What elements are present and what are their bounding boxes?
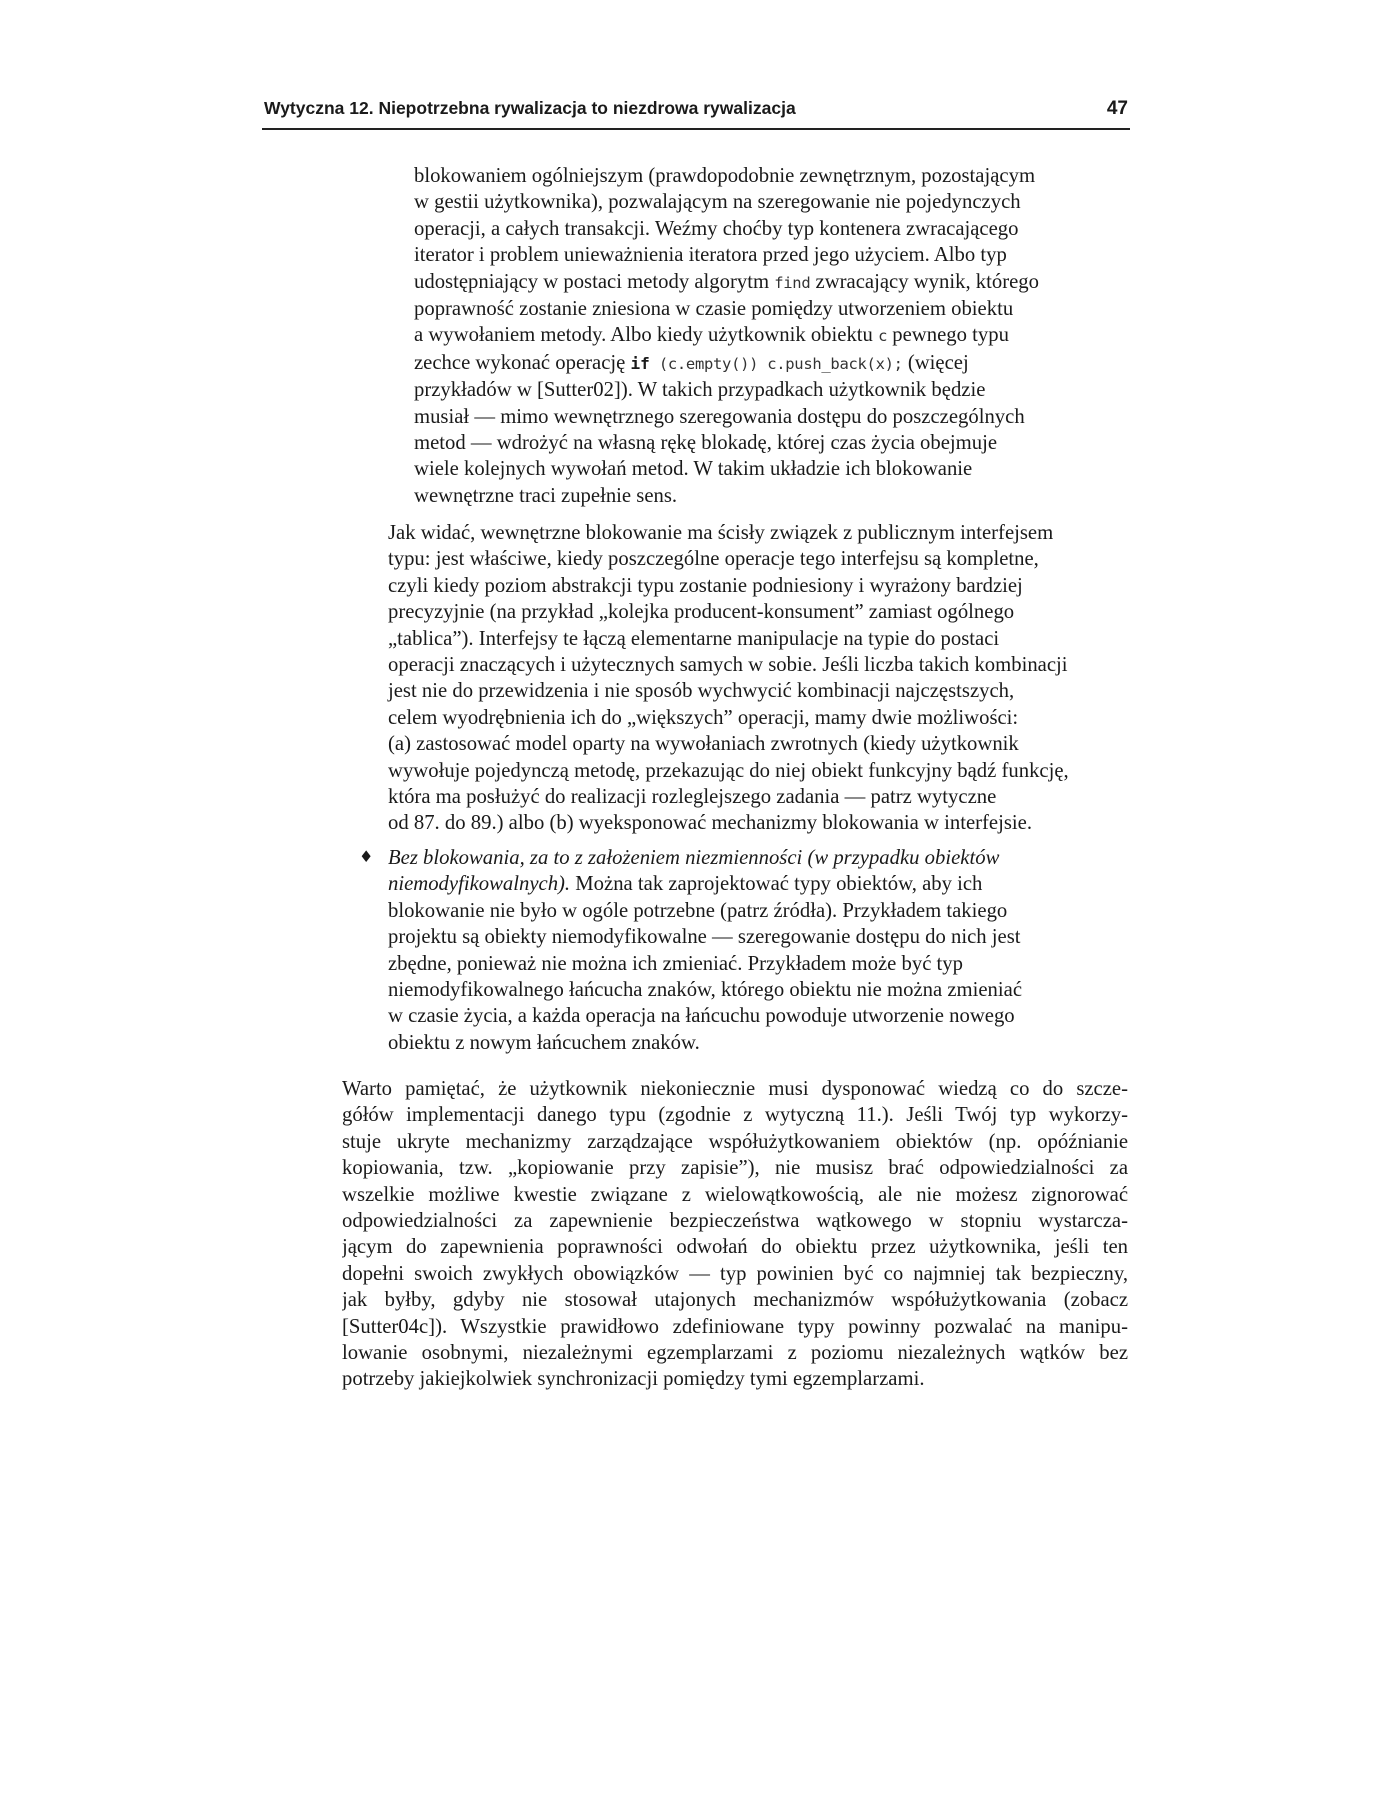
paragraph-indented-continuation bbox=[414, 163, 1114, 509]
code-find: find bbox=[774, 273, 811, 292]
text-line: „tablica”). Interfejsy te łączą elementarne manipulacje na typie do postaci bbox=[388, 627, 1000, 650]
text-line: od 87. do 89.) albo (b) wyeksponować mechanizmy blokowania w interfejsie. bbox=[388, 812, 1033, 835]
text-line: stuje ukryte mechanizmy zarządzające współużytkowaniem obiektów (np. opóźnianie bbox=[342, 1130, 1128, 1153]
text-line: musiał — mimo wewnętrznego szeregowania dostępu do poszczególnych bbox=[414, 405, 1025, 428]
text-line: metod — wdrożyć na własną rękę blokadę, której czas życia obejmuje bbox=[414, 432, 998, 455]
running-header bbox=[262, 98, 1130, 130]
header-title: Wytyczna 12. Niepotrzebna rywalizacja to niezdrowa rywalizacja bbox=[264, 98, 796, 118]
text-line: blokowanie nie było w ogóle potrzebne (patrz źródła). Przykładem takiego bbox=[388, 899, 1008, 922]
code-snippet: (c.empty()) c.push_back(x); bbox=[649, 354, 903, 373]
text-line: Warto pamiętać, że użytkownik niekoniecznie musi dysponować wiedzą co do szcze- bbox=[342, 1078, 1128, 1100]
text-line-italic: Bez blokowania, za to z założeniem niezmienności (w przypadku obiektów bbox=[388, 847, 1000, 869]
text-line: w czasie życia, a każda operacja na łańcuchu powoduje utworzenie nowego bbox=[388, 1005, 1015, 1028]
text-line: poprawność zostanie zniesiona w czasie pomiędzy utworzeniem obiektu bbox=[414, 298, 1014, 321]
text-line: jak byłby, gdyby nie stosował utajonych mechanizmów współużytkowania (zobacz bbox=[342, 1289, 1128, 1312]
text-line bbox=[388, 871, 1114, 897]
text-line: operacji, a całych transakcji. Weźmy choćby typ kontenera zwracającego bbox=[414, 217, 1019, 240]
text-line: czyli kiedy poziom abstrakcji typu zostanie podniesiony i wyrażony bardziej bbox=[388, 574, 1023, 597]
text-line: Jak widać, wewnętrzne blokowanie ma ścisły związek z publicznym interfejsem bbox=[388, 522, 1054, 544]
text-run: pewnego typu bbox=[887, 324, 1009, 347]
paragraph-shared-implementation bbox=[342, 1076, 1128, 1393]
diamond-bullet-icon: ♦ bbox=[359, 847, 374, 866]
text-line: niemodyfikowalnego łańcucha znaków, którego obiektu nie można zmieniać bbox=[388, 979, 1022, 1002]
text-run: a wywołaniem metody. Albo kiedy użytkownik obiektu bbox=[414, 324, 879, 347]
text-line: odpowiedzialności za zapewnienie bezpieczeństwa wątkowego w stopniu wystarcza- bbox=[342, 1209, 1128, 1232]
text-line: wywołuje pojedynczą metodę, przekazując do niej obiekt funkcyjny bądź funkcję, bbox=[388, 759, 1069, 782]
text-line bbox=[414, 350, 1114, 377]
text-line: blokowaniem ogólniejszym (prawdopodobnie zewnętrznym, pozostającym bbox=[414, 165, 1036, 187]
code-c: c bbox=[878, 327, 888, 346]
text-run: udostępniający w postaci metody algorytm bbox=[414, 270, 775, 293]
text-line: wiele kolejnych wywołań metod. W takim układzie ich blokowanie bbox=[414, 458, 973, 481]
text-line: lowanie osobnymi, niezależnymi egzemplarzami z poziomu niezależnych wątków bez bbox=[342, 1341, 1128, 1364]
text-line: jest nie do przewidzenia i nie sposób wychwycić kombinacji najczęstszych, bbox=[388, 680, 1015, 703]
text-line bbox=[414, 269, 1114, 296]
text-line: iterator i problem unieważnienia iteratora przed jego użyciem. Albo typ bbox=[414, 244, 1007, 267]
text-line: operacji znaczących i użytecznych samych w sobie. Jeśli liczba takich kombinacji bbox=[388, 654, 1068, 677]
code-keyword-if: if bbox=[630, 353, 650, 373]
page-number: 47 bbox=[1106, 98, 1128, 119]
text-line: zbędne, ponieważ nie można ich zmieniać. Przykładem może być typ bbox=[388, 952, 963, 975]
text-run: (więcej bbox=[902, 351, 969, 374]
text-line: (a) zastosować model oparty na wywołaniach zwrotnych (kiedy użytkownik bbox=[388, 733, 1019, 756]
text-line: typu: jest właściwe, kiedy poszczególne operacje tego interfejsu są kompletne, bbox=[388, 548, 1039, 571]
text-run: zechce wykonać operację bbox=[414, 351, 631, 374]
bullet-item-immutability bbox=[388, 845, 1114, 1056]
text-run-italic: niemodyfikowalnych). bbox=[388, 873, 571, 896]
text-line: celem wyodrębnienia ich do „większych” operacji, mamy dwie możliwości: bbox=[388, 706, 1019, 729]
text-run: Można tak zaprojektować typy obiektów, aby ich bbox=[570, 873, 983, 896]
text-line: dopełni swoich zwykłych obowiązków — typ powinien być co najmniej tak bezpieczny, bbox=[342, 1262, 1128, 1285]
text-line: precyzyjnie (na przykład „kolejka producent-konsument” zamiast ogólnego bbox=[388, 601, 1015, 624]
text-line: potrzeby jakiejkolwiek synchronizacji pomiędzy tymi egzemplarzami. bbox=[342, 1368, 925, 1391]
text-line: wewnętrzne traci zupełnie sens. bbox=[414, 484, 678, 507]
text-line: która ma posłużyć do realizacji rozleglejszego zadania — patrz wytyczne bbox=[388, 786, 997, 809]
text-line: [Sutter04c]). Wszystkie prawidłowo zdefiniowane typy powinny pozwalać na manipu- bbox=[342, 1315, 1128, 1338]
text-line: gółów implementacji danego typu (zgodnie z wytyczną 11.). Jeśli Twój typ wykorzy- bbox=[342, 1104, 1128, 1127]
text-line: wszelkie możliwe kwestie związane z wielowątkowością, ale nie możesz zignorować bbox=[342, 1183, 1128, 1206]
text-line bbox=[414, 322, 1114, 349]
text-line: obiektu z nowym łańcuchem znaków. bbox=[388, 1031, 700, 1054]
text-run: zwracający wynik, którego bbox=[810, 270, 1039, 293]
text-line: jącym do zapewnienia poprawności odwołań do obiektu przez użytkownika, jeśli ten bbox=[342, 1236, 1128, 1259]
text-line: kopiowania, tzw. „kopiowanie przy zapisie”), nie musisz brać odpowiedzialności za bbox=[342, 1157, 1128, 1180]
text-line: projektu są obiekty niemodyfikowalne — szeregowanie dostępu do nich jest bbox=[388, 926, 1021, 949]
paragraph-internal-locking bbox=[388, 520, 1114, 837]
text-line: przykładów w [Sutter02]). W takich przypadkach użytkownik będzie bbox=[414, 379, 986, 402]
text-line: w gestii użytkownika), pozwalającym na szeregowanie nie pojedynczych bbox=[414, 191, 1021, 214]
